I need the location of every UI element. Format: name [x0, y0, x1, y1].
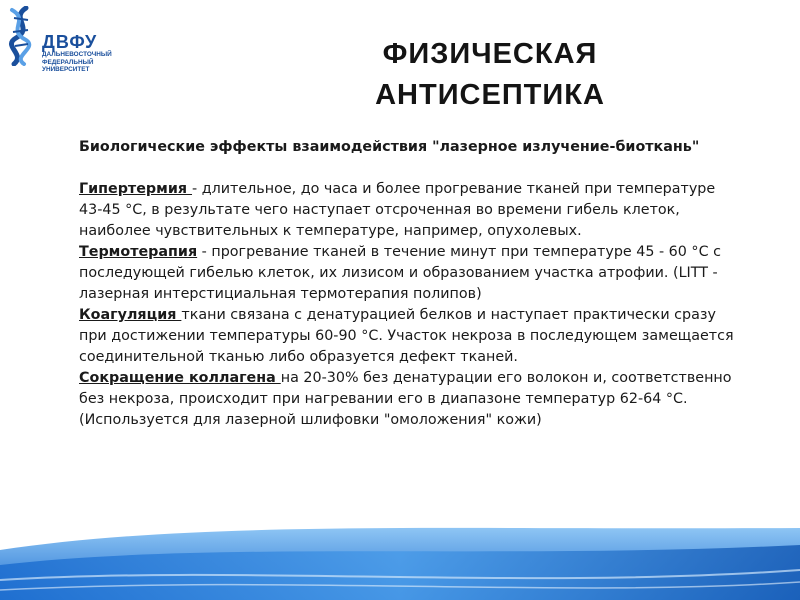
- term-collagen: Сокращение коллагена: [79, 370, 281, 386]
- logo-name-line-1: ДАЛЬНЕВОСТОЧНЫЙ: [42, 51, 112, 58]
- paragraph-hyperthermia: [79, 179, 734, 242]
- paragraph-coagulation: [79, 305, 734, 368]
- slide-title-line-1: ФИЗИЧЕСКАЯ: [382, 38, 598, 70]
- term-coagulation: Коагуляция: [79, 307, 182, 323]
- text-hyperthermia: - длительное, до часа и более прогревание тканей при температуре 43-45 °С, в результате чего наступает отсроченная во времени гибель клеток, наиболее чувствительных к температуре, например, опухолевых.: [79, 181, 716, 239]
- spacer: [79, 158, 734, 179]
- paragraph-thermotherapy: [79, 242, 734, 305]
- logo-abbreviation: ДВФУ: [42, 32, 98, 52]
- footer-wave-decoration: [0, 520, 800, 600]
- dna-helix-icon: [4, 6, 40, 66]
- slide-title: [340, 34, 640, 116]
- term-hyperthermia: Гипертермия: [79, 181, 193, 197]
- logo-name-line-3: УНИВЕРСИТЕТ: [42, 66, 90, 73]
- logo-name-line-2: ФЕДЕРАЛЬНЫЙ: [42, 58, 94, 66]
- text-thermotherapy: - прогревание тканей в течение минут при температуре 45 - 60 °С с последующей гибелью клеток, их лизисом и образованием участка атрофии. (LITT - лазерная интерстициальная термотерапия полипов): [79, 244, 721, 302]
- paragraph-collagen: [79, 368, 734, 431]
- text-collagen: на 20-30% без денатурации его волокон и, соответственно без некроза, происходит при нагревании его в диапазоне температур 62-64 °С.(Используется для лазерной шлифовки "омоложения" кожи): [79, 370, 732, 428]
- subheading: Биологические эффекты взаимодействия "лазерное излучение-биоткань": [79, 139, 700, 155]
- slide-body: [79, 137, 734, 431]
- slide-title-line-2: АНТИСЕПТИКА: [375, 79, 605, 111]
- term-thermotherapy: Термотерапия: [79, 244, 198, 260]
- text-coagulation: ткани связана с денатурацией белков и наступает практически сразу при достижении температуры 60-90 °С. Участок некроза в последующем замещается соединительной тканью либо образуется дефект тканей.: [79, 307, 734, 365]
- university-logo: [4, 6, 124, 73]
